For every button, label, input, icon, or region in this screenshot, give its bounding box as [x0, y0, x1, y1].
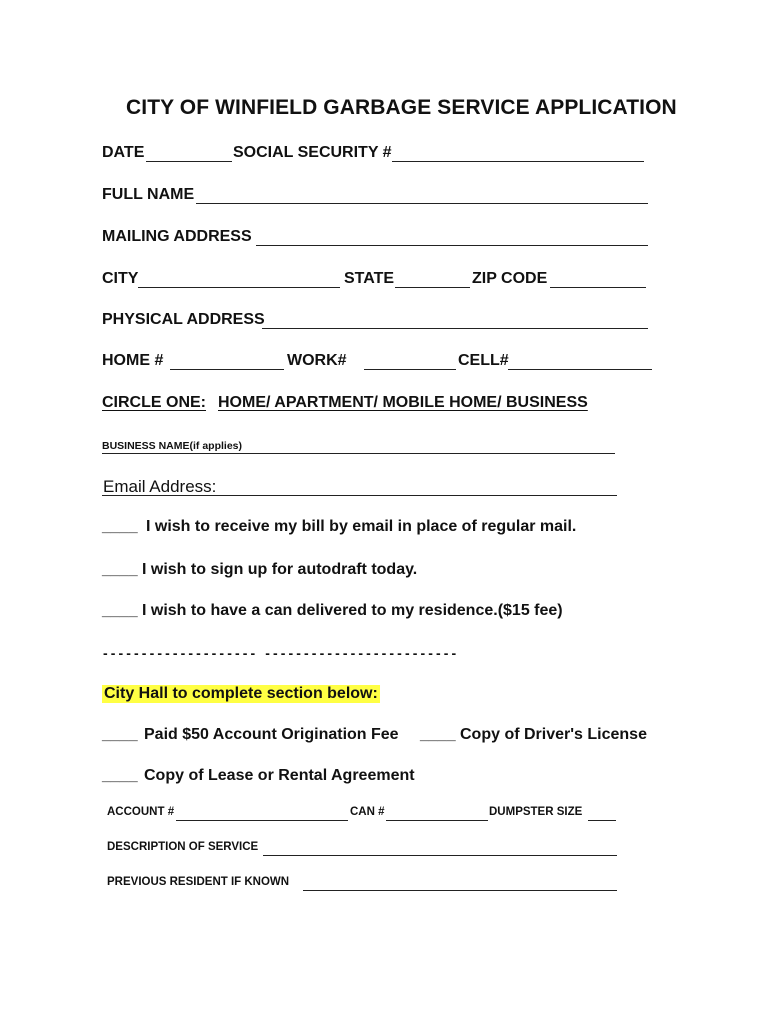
- description-label: DESCRIPTION OF SERVICE: [107, 841, 259, 853]
- section-separator: -------------------- -------------------------: [103, 645, 460, 661]
- email-bill-option: I wish to receive my bill by email in place of regular mail.: [146, 518, 577, 535]
- home-phone-field[interactable]: [170, 369, 284, 370]
- physical-address-field[interactable]: [262, 328, 648, 329]
- state-field[interactable]: [395, 287, 470, 288]
- ssn-label: SOCIAL SECURITY #: [233, 144, 392, 161]
- zip-field[interactable]: [550, 287, 646, 288]
- ssn-field[interactable]: [392, 161, 644, 162]
- city-hall-heading: City Hall to complete section below:: [104, 685, 378, 702]
- dumpster-size-label: DUMPSTER SIZE: [489, 806, 583, 818]
- email-bill-blank[interactable]: ____: [102, 518, 138, 535]
- cell-phone-label: CELL#: [458, 352, 509, 369]
- business-name-label: BUSINESS NAME(if applies): [102, 440, 243, 452]
- email-label: Email Address:: [103, 477, 217, 496]
- work-phone-label: WORK#: [287, 352, 347, 369]
- physical-address-label: PHYSICAL ADDRESS: [102, 311, 265, 328]
- full-name-label: FULL NAME: [102, 186, 195, 203]
- lease-item: Copy of Lease or Rental Agreement: [144, 767, 415, 784]
- email-field[interactable]: [102, 495, 617, 496]
- state-label: STATE: [344, 270, 395, 287]
- property-type-options[interactable]: HOME/ APARTMENT/ MOBILE HOME/ BUSINESS: [218, 394, 588, 411]
- license-item: Copy of Driver's License: [460, 726, 647, 743]
- zip-label: ZIP CODE: [472, 270, 548, 287]
- date-label: DATE: [102, 144, 145, 161]
- date-field[interactable]: [146, 161, 232, 162]
- license-blank[interactable]: ____: [420, 726, 456, 743]
- dumpster-size-field[interactable]: [588, 820, 616, 821]
- description-field[interactable]: [263, 855, 617, 856]
- cell-phone-field[interactable]: [508, 369, 652, 370]
- mailing-address-field[interactable]: [256, 245, 648, 246]
- circle-one-label: CIRCLE ONE:: [102, 394, 206, 411]
- can-field[interactable]: [386, 820, 488, 821]
- paid-fee-item: Paid $50 Account Origination Fee: [144, 726, 399, 743]
- mailing-address-label: MAILING ADDRESS: [102, 228, 252, 245]
- can-label: CAN #: [350, 806, 385, 818]
- can-delivery-option: I wish to have a can delivered to my residence.($15 fee): [142, 602, 563, 619]
- city-field[interactable]: [138, 287, 340, 288]
- lease-blank[interactable]: ____: [102, 767, 138, 784]
- account-field[interactable]: [176, 820, 348, 821]
- full-name-field[interactable]: [196, 203, 648, 204]
- autodraft-option: I wish to sign up for autodraft today.: [142, 561, 418, 578]
- home-phone-label: HOME #: [102, 352, 164, 369]
- business-name-field[interactable]: [102, 453, 615, 454]
- form-title: CITY OF WINFIELD GARBAGE SERVICE APPLICATION: [126, 96, 677, 119]
- work-phone-field[interactable]: [364, 369, 456, 370]
- account-label: ACCOUNT #: [107, 806, 175, 818]
- city-label: CITY: [102, 270, 139, 287]
- can-delivery-blank[interactable]: ____: [102, 602, 138, 619]
- paid-fee-blank[interactable]: ____: [102, 726, 138, 743]
- autodraft-blank[interactable]: ____: [102, 561, 138, 578]
- previous-resident-label: PREVIOUS RESIDENT IF KNOWN: [107, 876, 290, 888]
- previous-resident-field[interactable]: [303, 890, 617, 891]
